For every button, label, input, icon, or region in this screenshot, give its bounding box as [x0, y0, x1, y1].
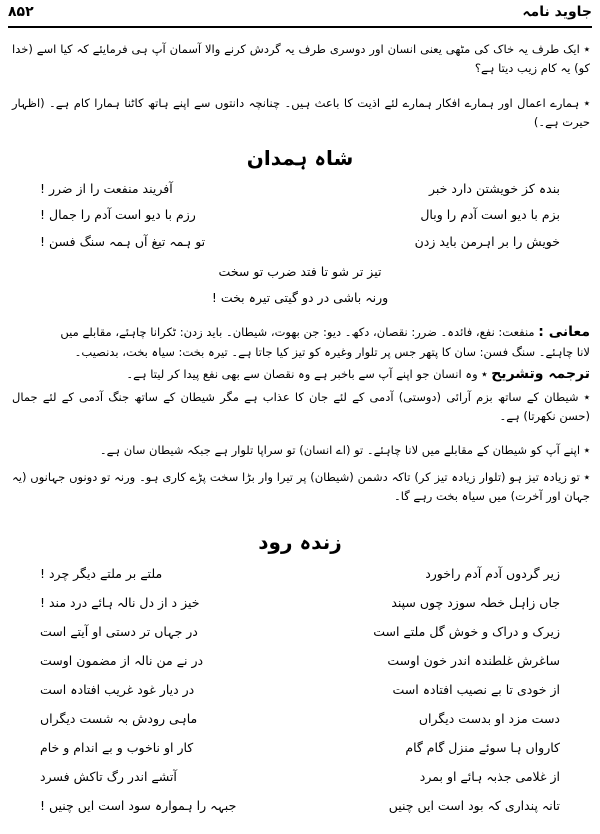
verse-misra-2: رزم با دیو است آدم را جمال !	[40, 207, 196, 222]
verse-misra-2: ملتے بر ملتے دیگر چرد !	[40, 566, 163, 581]
maani-text: منفعت: نفع، فائدہ۔ ضرر: نقصان، دکھ۔ دیو: جن بھوت، شیطان۔ باید زدن: ٹکرانا چاہئے، مقابلے میں	[60, 325, 535, 339]
tashreeh-line-1	[12, 365, 590, 384]
tashreeh-paragraph: ٭ اپنے آپ کو شیطان کے مقابلے میں لانا چاہئے۔ تو (اے انسان) تو سراپا تلوار ہے جبکہ شیطان سان ہے۔	[99, 443, 590, 457]
verse-row	[40, 566, 560, 588]
book-title: جاوید نامہ	[522, 4, 592, 20]
maani-line-2: لانا چاہئے۔ سنگ فسن: سان کا پتھر جس پر تلوار وغیرہ کو تیز کیا جاتا ہے۔ تیرہ بخت: سیاہ بخت، بدنصیب۔	[74, 345, 590, 359]
verse-row	[40, 234, 560, 256]
verse-misra-2: آفریند منفعت را از ضرر !	[40, 181, 173, 196]
poem-title-shah-hamdan: شاہ ہمدان	[246, 146, 354, 170]
tashreeh-heading: ترجمہ وتشریح	[491, 366, 590, 382]
verse-misra-2: آتشے اندر رگ تاکش فسرد	[40, 769, 177, 784]
verse-misra-2: در دیار غود غریب افتادہ است	[40, 682, 195, 697]
verse-misra-2: در جہاں تر دستی او آیتے است	[40, 624, 198, 639]
verse-misra-1: جاں زاہل خطہ سوزد چوں سپند	[391, 595, 560, 610]
verse-misra-1: ساغرش غلطندہ اندر خون اوست	[387, 653, 560, 668]
verse-misra-1: بندہ کز خویشتن دارد خبر	[428, 181, 560, 196]
verse-centered: تیز تر شو تا فتد ضرب تو سخت	[218, 264, 382, 279]
poem-title-zinda-rood: زندہ رود	[258, 530, 342, 554]
verse-misra-1: زیر گردوں آدم آدم راخورد	[425, 566, 560, 581]
verse-misra-2: کار او ناخوب و بے اندام و خام	[40, 740, 194, 755]
verse-row	[40, 798, 560, 820]
verse-misra-1: کارواں ہا سوئے منزل گام گام	[405, 740, 560, 755]
verse-row	[40, 740, 560, 762]
tashreeh-paragraph: ٭ تو زیادہ تیز ہو (تلوار زیادہ تیز کر) تاکہ دشمن (شیطان) پر تیرا وار بڑا سخت پڑے کاری ہو۔ ورنہ تو دونوں جہانوں (یہ جہان اور آخرت) میں سیاہ بخت رہے گا۔	[12, 470, 590, 503]
verse-row	[40, 711, 560, 733]
verse-row	[40, 595, 560, 617]
verse-misra-1: تانہ پنداری کہ بود است ایں چنیں	[388, 798, 560, 813]
verse-misra-1: از غلامی جذبہ ہائے او بمرد	[419, 769, 560, 784]
verse-misra-2: در نے من نالہ از مضمون اوست	[40, 653, 204, 668]
verse-misra-1: زیرک و دراک و خوش گل ملتے است	[373, 624, 560, 639]
intro-paragraph-2: ٭ ہمارے اعمال اور ہمارے افکار ہمارے لئے اذیت کا باعث ہیں۔ چنانچہ دانتوں سے اپنے ہاتھ کاٹنا ہمارا کام ہے۔ (اظہار حیرت ہے۔)	[12, 96, 590, 129]
verse-row	[40, 207, 560, 229]
page-header	[8, 4, 592, 26]
verse-row	[40, 624, 560, 646]
verse-row	[40, 769, 560, 791]
verse-misra-1: بزم با دیو است آدم را وبال	[420, 207, 560, 222]
intro-paragraph-1: ٭ ایک طرف یہ خاک کی مٹھی یعنی انسان اور دوسری طرف یہ گردش کرنے والا آسمان آپ ہی فرمایئے کہ کیا اسے (خدا کو) یہ کام زیب دیتا ہے؟	[12, 42, 590, 75]
verse-misra-1: خویش را بر اہرمن باید زدن	[414, 234, 560, 249]
tashreeh-paragraph: ٭ شیطان کے ساتھ بزم آرائی (دوستی) آدمی کے لئے جان کا عذاب ہے مگر شیطان کے ساتھ جنگ آدمی کے لئے جمال (حسن نکھرتا) ہے۔	[12, 390, 590, 423]
verse-misra-1: دست مزد او بدست دیگراں	[418, 711, 560, 726]
verse-misra-2: تو ہمہ تیغ آں ہمہ سنگ فسن !	[40, 234, 206, 249]
tashreeh-text: ٭ وہ انسان جو اپنے آپ سے باخبر ہے وہ نقصان سے بھی نفع پیدا کر لیتا ہے۔	[126, 367, 488, 381]
verse-misra-2: ماہی رودش بہ شست دیگراں	[40, 711, 198, 726]
verse-row	[40, 682, 560, 704]
maani-line-1	[12, 323, 590, 342]
verse-row	[40, 653, 560, 675]
verse-row	[40, 181, 560, 203]
verse-misra-1: از خودی تا بے نصیب افتادہ است	[392, 682, 560, 697]
verse-centered: ورنہ باشی در دو گیتی تیرہ بخت !	[211, 290, 389, 305]
header-divider	[8, 26, 592, 28]
verse-misra-2: خیز د از دل نالہ ہائے درد مند !	[40, 595, 200, 610]
verse-misra-2: جبہہ را ہموارہ سود است ایں چنیں !	[40, 798, 237, 813]
page-number: ۸۵۲	[8, 4, 34, 20]
maani-heading: معانی :	[538, 324, 590, 340]
